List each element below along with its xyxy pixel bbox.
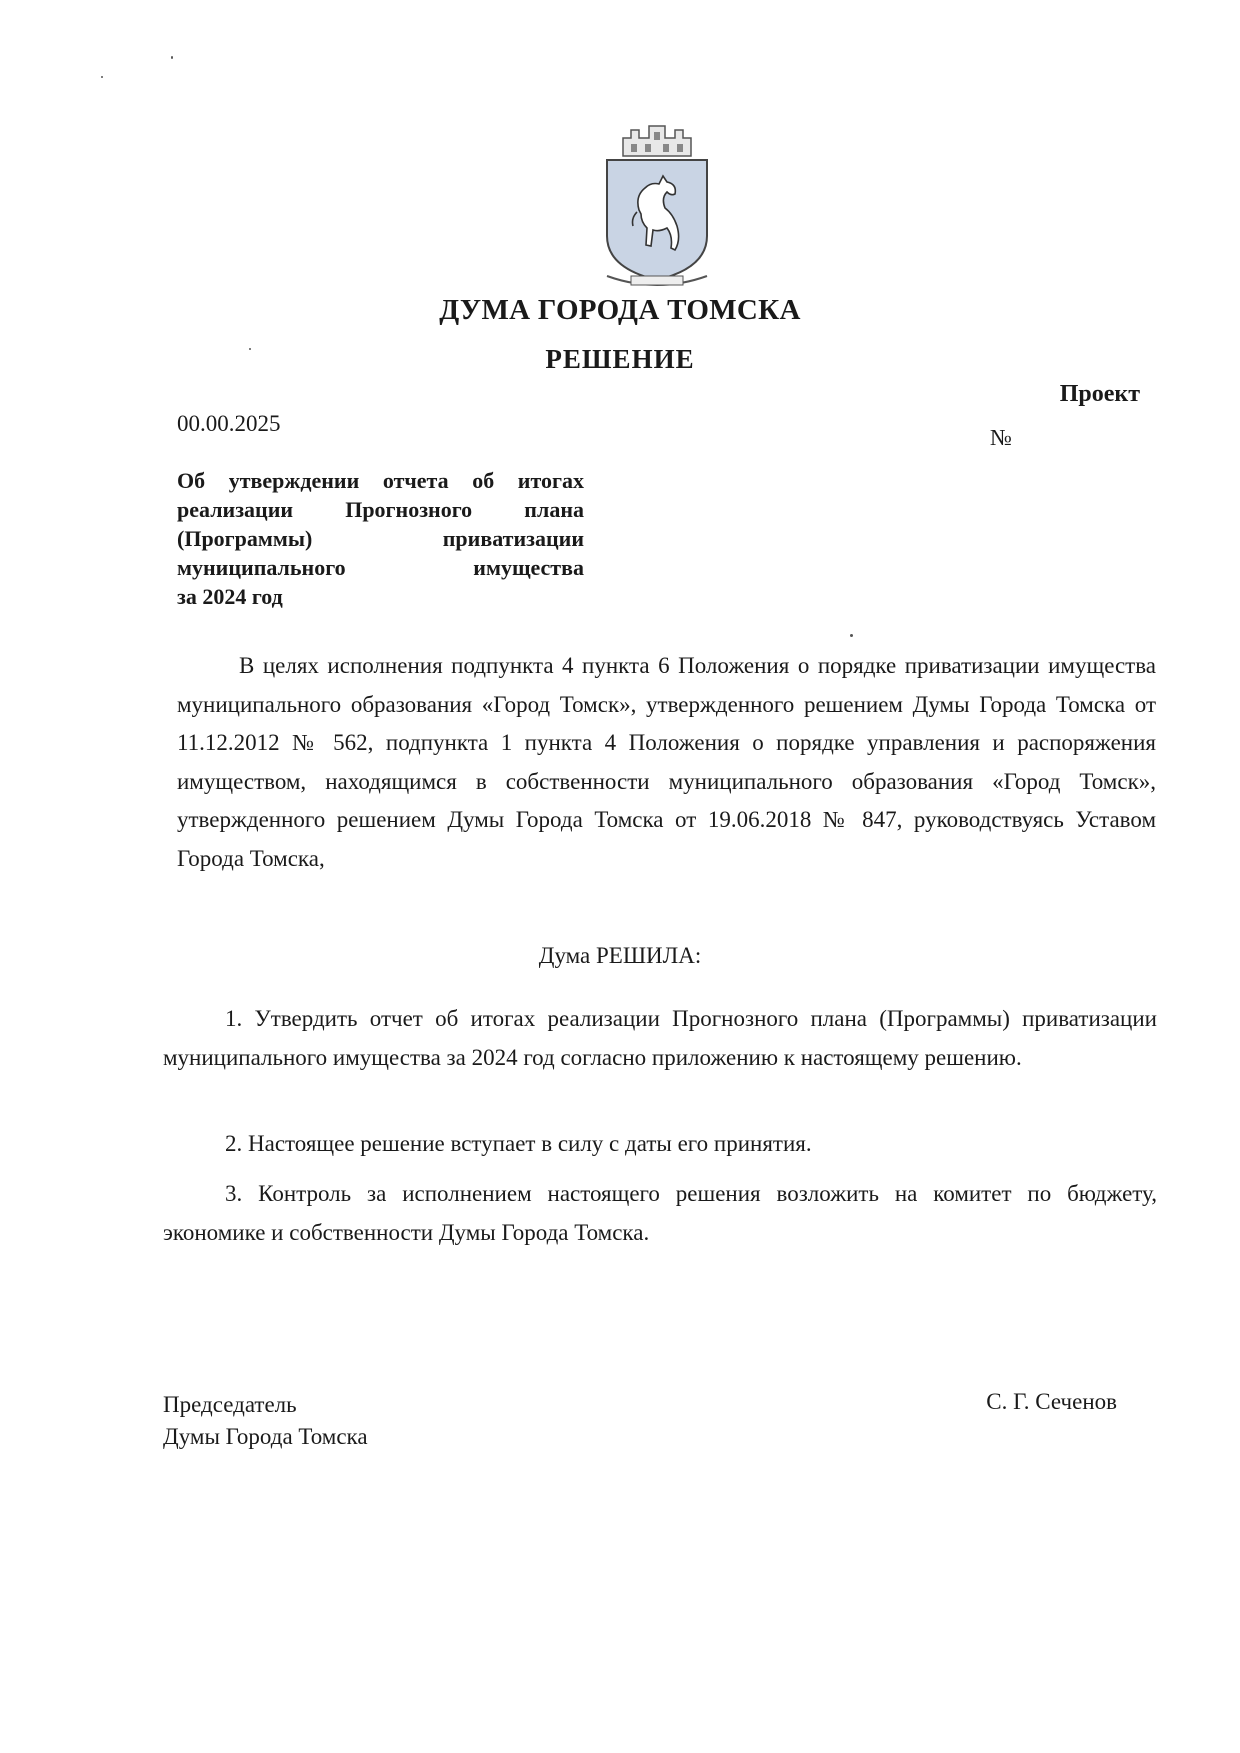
- decision-subject: [177, 466, 584, 611]
- signatory-position-line: Председатель: [163, 1392, 297, 1417]
- scan-speck: [850, 634, 853, 637]
- preamble-paragraph: В целях исполнения подпункта 4 пункта 6 Положения о порядке приватизации имущества муниципального образования «Город Томск», утвержденного решением Думы Города Томска от 11.12.2012 № 562, подпункта 1 пункта 4 Положения о порядке управления и распоряжения имуществом, находящимся в собственности муниципального образования «Город Томск», утвержденного решением Думы Города Томска от 19.06.2018 № 847, руководствуясь Уставом Города Томска,: [177, 653, 1156, 871]
- subject-line: Об утверждении отчета об итогах: [177, 468, 584, 493]
- org-title: ДУМА ГОРОДА ТОМСКА: [439, 294, 801, 326]
- subject-line: муниципального имущества: [177, 555, 584, 580]
- decision-item-1: 1. Утвердить отчет об итогах реализации Прогнозного плана (Программы) приватизации муниципального имущества за 2024 год согласно приложению к настоящему решению.: [163, 1006, 1157, 1070]
- subject-line: (Программы) приватизации: [177, 526, 584, 551]
- signatory-position: [163, 1389, 368, 1453]
- document-type: РЕШЕНИЕ: [545, 344, 695, 374]
- scan-speck: [249, 348, 251, 350]
- decided-heading: Дума РЕШИЛА:: [538, 943, 702, 968]
- document-date: 00.00.2025: [177, 411, 281, 436]
- signatory-name: С. Г. Сеченов: [986, 1389, 1117, 1414]
- document-number: №: [990, 425, 1012, 450]
- tomsk-coat-of-arms-icon: [601, 118, 713, 288]
- decision-item-3: 3. Контроль за исполнением настоящего решения возложить на комитет по бюджету, экономике и собственности Думы Города Томска.: [163, 1181, 1157, 1245]
- decision-item-2: 2. Настоящее решение вступает в силу с даты его принятия.: [225, 1131, 812, 1156]
- scan-speck: [101, 76, 103, 78]
- signatory-position-line: Думы Города Томска: [163, 1424, 368, 1449]
- scan-speck: [171, 56, 173, 59]
- subject-line: реализации Прогнозного плана: [177, 497, 584, 522]
- subject-line: за 2024 год: [177, 584, 283, 609]
- project-label: Проект: [1059, 381, 1140, 407]
